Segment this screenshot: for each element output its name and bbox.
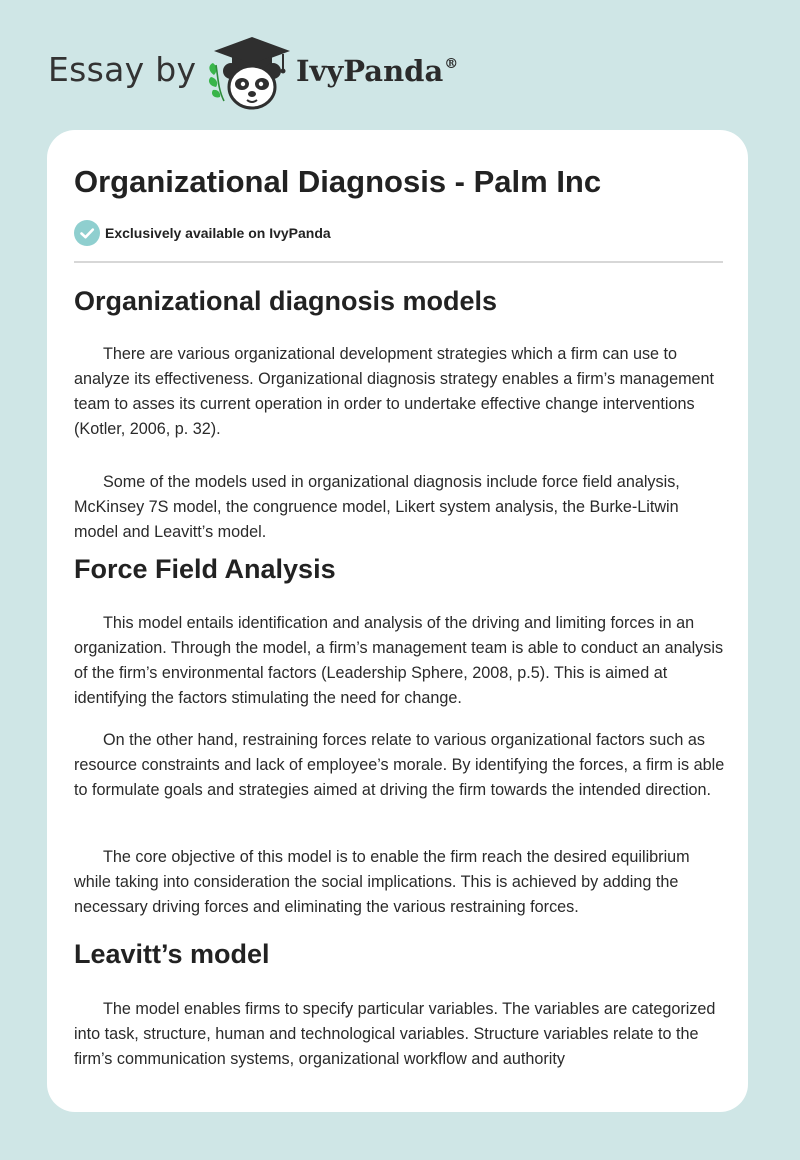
section-heading: Force Field Analysis — [74, 554, 336, 584]
panda-face-icon — [223, 63, 281, 108]
paragraph: There are various organizational development strategies which a firm can use to analyze its effectiveness. Organizational diagnosis strategy enables a firm’s management team to asses its current operation in order to undertake effective change interventions (Kotler, 2006, p. 32). — [74, 345, 715, 438]
paragraph: This model entails identification and analysis of the driving and limiting forces in an organization. Through the model, a firm’s management team is able to conduct an analysis of the firm’s environmental factors (Leadership Sphere, 2008, p.5). This is aimed at identifying the factors stimulating the need for change. — [74, 614, 724, 707]
site-header-brand[interactable] — [48, 32, 508, 112]
essay-card — [47, 130, 748, 1112]
panda-logo-icon — [204, 35, 290, 111]
check-circle-icon — [74, 220, 100, 246]
title-divider — [74, 261, 723, 263]
paragraph: The model enables firms to specify particular variables. The variables are categorized into task, structure, human and technological variables. Structure variables relate to the firm’s communication systems, organizational workflow and authority — [74, 1000, 716, 1068]
section-heading: Leavitt’s model — [74, 939, 270, 969]
page-title: Organizational Diagnosis - Palm Inc — [74, 164, 602, 199]
registered-mark: ® — [444, 56, 459, 72]
paragraph: Some of the models used in organizational diagnosis include force field analysis, McKinsey 7S model, the congruence model, Likert system analysis, the Burke-Litwin model and Leavitt’s model. — [74, 473, 680, 541]
exclusive-badge — [74, 220, 331, 246]
badge-label: Exclusively available on IvyPanda — [105, 225, 331, 241]
paragraph: On the other hand, restraining forces relate to various organizational factors such as resource constraints and lack of employee’s morale. By identifying the forces, a firm is able to formulate goals and strategies aimed at driving the firm towards the intended direction. — [74, 731, 725, 799]
brand-name: IvyPanda® — [296, 54, 459, 88]
ivy-leaf-icon — [209, 63, 224, 101]
essay-by-label: Essay by — [48, 50, 197, 89]
section-heading: Organizational diagnosis models — [74, 286, 498, 316]
paragraph: The core objective of this model is to enable the firm reach the desired equilibrium while taking into consideration the social implications. This is achieved by adding the necessary driving forces and eliminating the various restraining forces. — [74, 848, 690, 916]
